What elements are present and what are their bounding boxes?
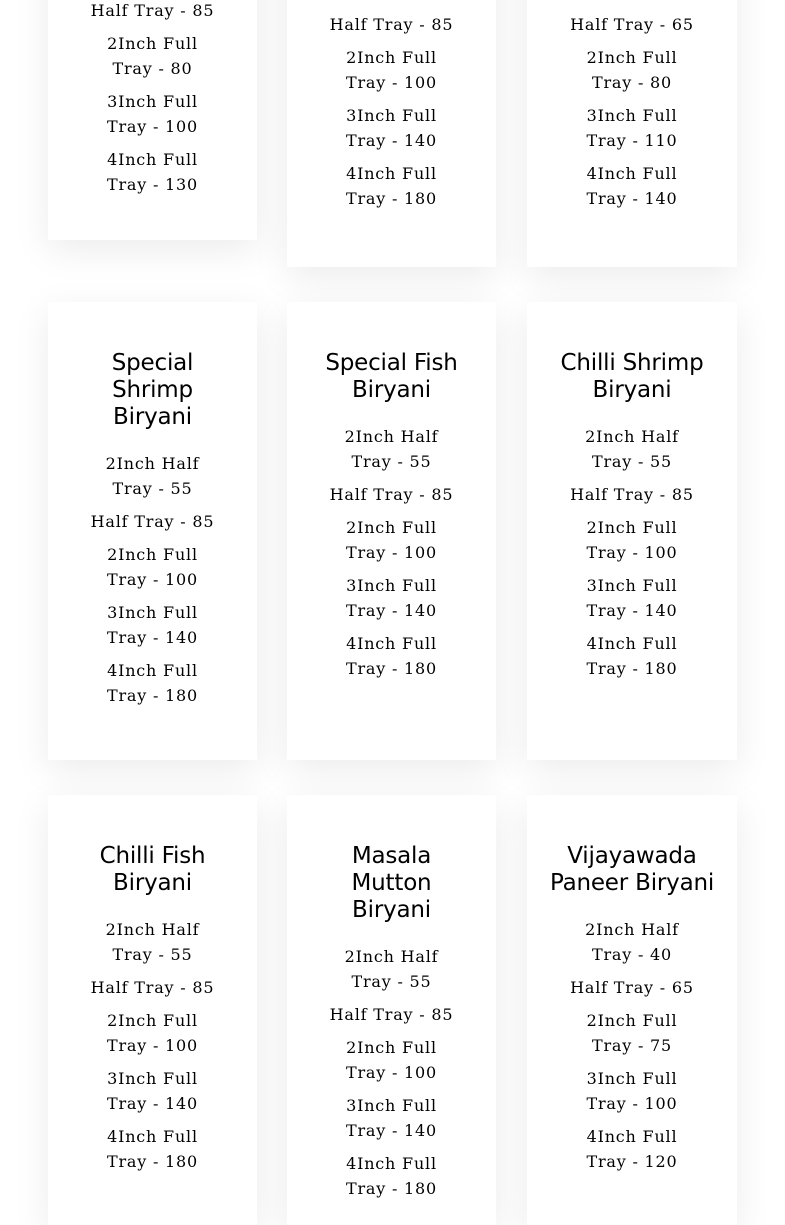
price-3inch-full-tray: 3Inch Full Tray - 140 [345, 106, 437, 150]
price-list [527, 424, 737, 681]
price-4inch-full-tray: 4Inch Full Tray - 180 [106, 661, 198, 705]
price-3inch-full-tray: 3Inch Full Tray - 110 [586, 106, 678, 150]
price-3inch-full-tray: 3Inch Full Tray - 140 [345, 1096, 437, 1140]
menu-card-special-shrimp-biryani [48, 302, 257, 760]
price-half-tray: Half Tray - 65 [570, 978, 694, 997]
price-half-tray: Half Tray - 85 [329, 1005, 454, 1024]
price-list [527, 917, 737, 1174]
price-list [287, 944, 496, 1201]
price-3inch-full-tray: 3Inch Full Tray - 100 [106, 92, 198, 136]
menu-card-chilli-shrimp-biryani [527, 302, 737, 760]
menu-card [48, 0, 257, 240]
price-2inch-half-tray: 2Inch Half Tray - 40 [585, 920, 679, 964]
price-half-tray: Half Tray - 65 [570, 15, 694, 34]
menu-card-vijayawada-paneer-biryani [527, 795, 737, 1225]
price-2inch-half-tray: 2Inch Half Tray - 55 [344, 947, 439, 991]
menu-card [527, 0, 737, 267]
price-3inch-full-tray: 3Inch Full Tray - 100 [586, 1069, 678, 1113]
price-4inch-full-tray: 4Inch Full Tray - 120 [586, 1127, 678, 1171]
price-list [527, 12, 737, 211]
menu-card-special-fish-biryani [287, 302, 496, 760]
card-title: Chilli Shrimp Biryani [560, 350, 704, 403]
price-half-tray: Half Tray - 85 [90, 978, 215, 997]
price-2inch-full-tray: 2Inch Full Tray - 100 [106, 1011, 198, 1055]
price-4inch-full-tray: 4Inch Full Tray - 130 [106, 150, 198, 194]
price-2inch-full-tray: 2Inch Full Tray - 80 [107, 34, 198, 78]
card-title: Special Shrimp Biryani [111, 350, 194, 430]
price-4inch-full-tray: 4Inch Full Tray - 180 [345, 164, 437, 208]
price-3inch-full-tray: 3Inch Full Tray - 140 [106, 603, 198, 647]
menu-card [287, 0, 496, 267]
price-2inch-half-tray: 2Inch Half Tray - 55 [585, 427, 679, 471]
price-half-tray: Half Tray - 85 [90, 1, 215, 20]
card-title: Special Fish Biryani [325, 350, 458, 403]
price-4inch-full-tray: 4Inch Full Tray - 180 [345, 1154, 437, 1198]
price-3inch-full-tray: 3Inch Full Tray - 140 [345, 576, 437, 620]
price-half-tray: Half Tray - 85 [570, 485, 694, 504]
price-2inch-full-tray: 2Inch Full Tray - 100 [345, 1038, 437, 1082]
price-list [48, 0, 257, 197]
price-4inch-full-tray: 4Inch Full Tray - 180 [106, 1127, 198, 1171]
price-half-tray: Half Tray - 85 [329, 15, 454, 34]
price-list [48, 451, 257, 708]
price-2inch-full-tray: 2Inch Full Tray - 100 [345, 518, 437, 562]
price-2inch-full-tray: 2Inch Full Tray - 100 [106, 545, 198, 589]
price-2inch-half-tray: 2Inch Half Tray - 55 [105, 454, 200, 498]
price-4inch-full-tray: 4Inch Full Tray - 180 [345, 634, 437, 678]
price-4inch-full-tray: 4Inch Full Tray - 140 [586, 164, 678, 208]
price-list [48, 917, 257, 1174]
price-3inch-full-tray: 3Inch Full Tray - 140 [106, 1069, 198, 1113]
price-2inch-full-tray: 2Inch Full Tray - 100 [345, 48, 437, 92]
price-2inch-full-tray: 2Inch Full Tray - 100 [586, 518, 678, 562]
price-2inch-full-tray: 2Inch Full Tray - 75 [586, 1011, 678, 1055]
card-title: Masala Mutton Biryani [351, 843, 432, 923]
price-list [287, 424, 496, 681]
price-list [287, 12, 496, 211]
card-title: Chilli Fish Biryani [99, 843, 206, 896]
price-4inch-full-tray: 4Inch Full Tray - 180 [586, 634, 678, 678]
price-half-tray: Half Tray - 85 [90, 512, 215, 531]
price-2inch-full-tray: 2Inch Full Tray - 80 [586, 48, 678, 92]
card-title: Vijayawada Paneer Biryani [549, 843, 715, 896]
price-3inch-full-tray: 3Inch Full Tray - 140 [586, 576, 678, 620]
price-half-tray: Half Tray - 85 [329, 485, 454, 504]
price-2inch-half-tray: 2Inch Half Tray - 55 [105, 920, 200, 964]
menu-card-chilli-fish-biryani [48, 795, 257, 1225]
price-2inch-half-tray: 2Inch Half Tray - 55 [344, 427, 439, 471]
menu-card-masala-mutton-biryani [287, 795, 496, 1225]
